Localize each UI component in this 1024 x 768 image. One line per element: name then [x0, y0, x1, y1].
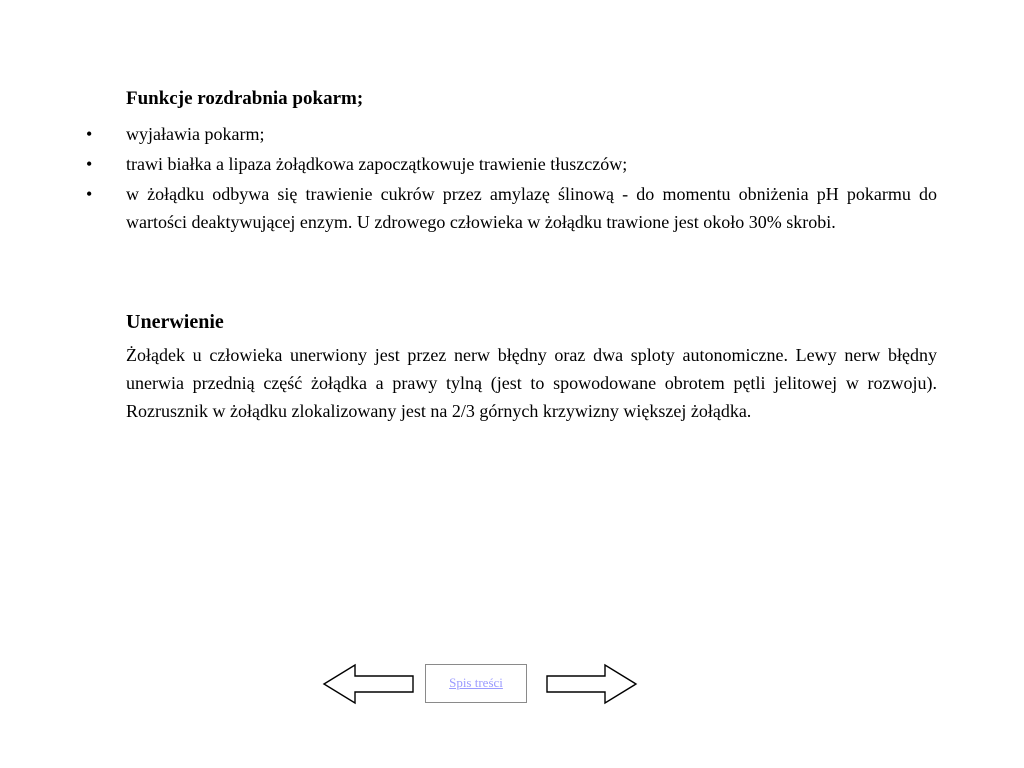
bullet-icon: • [86, 184, 93, 204]
list-item-text: w żołądku odbywa się trawienie cukrów przez amylazę ślinową - do momentu obniżenia pH pokarmu do wartości deaktywującej enzym. U zdrowego człowieka w żołądku trawione jest około 30% skrobi. [126, 184, 937, 232]
right-arrow-icon[interactable] [545, 663, 639, 705]
innervation-paragraph: Żołądek u człowieka unerwiony jest przez nerw błędny oraz dwa sploty autonomiczne. Lewy nerw błędny unerwia przednią część żołądka a prawy tylną (jest to spowodowane obrotem pętli jelitowej w rozwoju). Rozrusznik w żołądku zlokalizowany jest na 2/3 górnych krzywizny większej żołądka. [126, 345, 937, 421]
list-item [0, 180, 937, 236]
toc-link[interactable]: Spis treści [449, 675, 503, 690]
toc-button[interactable] [425, 664, 527, 703]
bullet-icon: • [86, 154, 93, 174]
left-arrow-icon[interactable] [322, 663, 416, 705]
bullet-icon: • [86, 124, 93, 144]
functions-heading-text: Funkcje rozdrabnia pokarm [126, 88, 357, 109]
list-item-text: trawi białka a lipaza żołądkowa zapoczątkowuje trawienie tłuszczów; [126, 154, 628, 174]
list-item-text: wyjaławia pokarm; [126, 124, 265, 144]
innervation-heading: Unerwienie [126, 311, 224, 333]
functions-heading [126, 86, 938, 112]
functions-list [0, 120, 1024, 238]
functions-heading-tail: ; [356, 88, 364, 109]
list-item [0, 120, 937, 148]
list-item [0, 150, 937, 178]
